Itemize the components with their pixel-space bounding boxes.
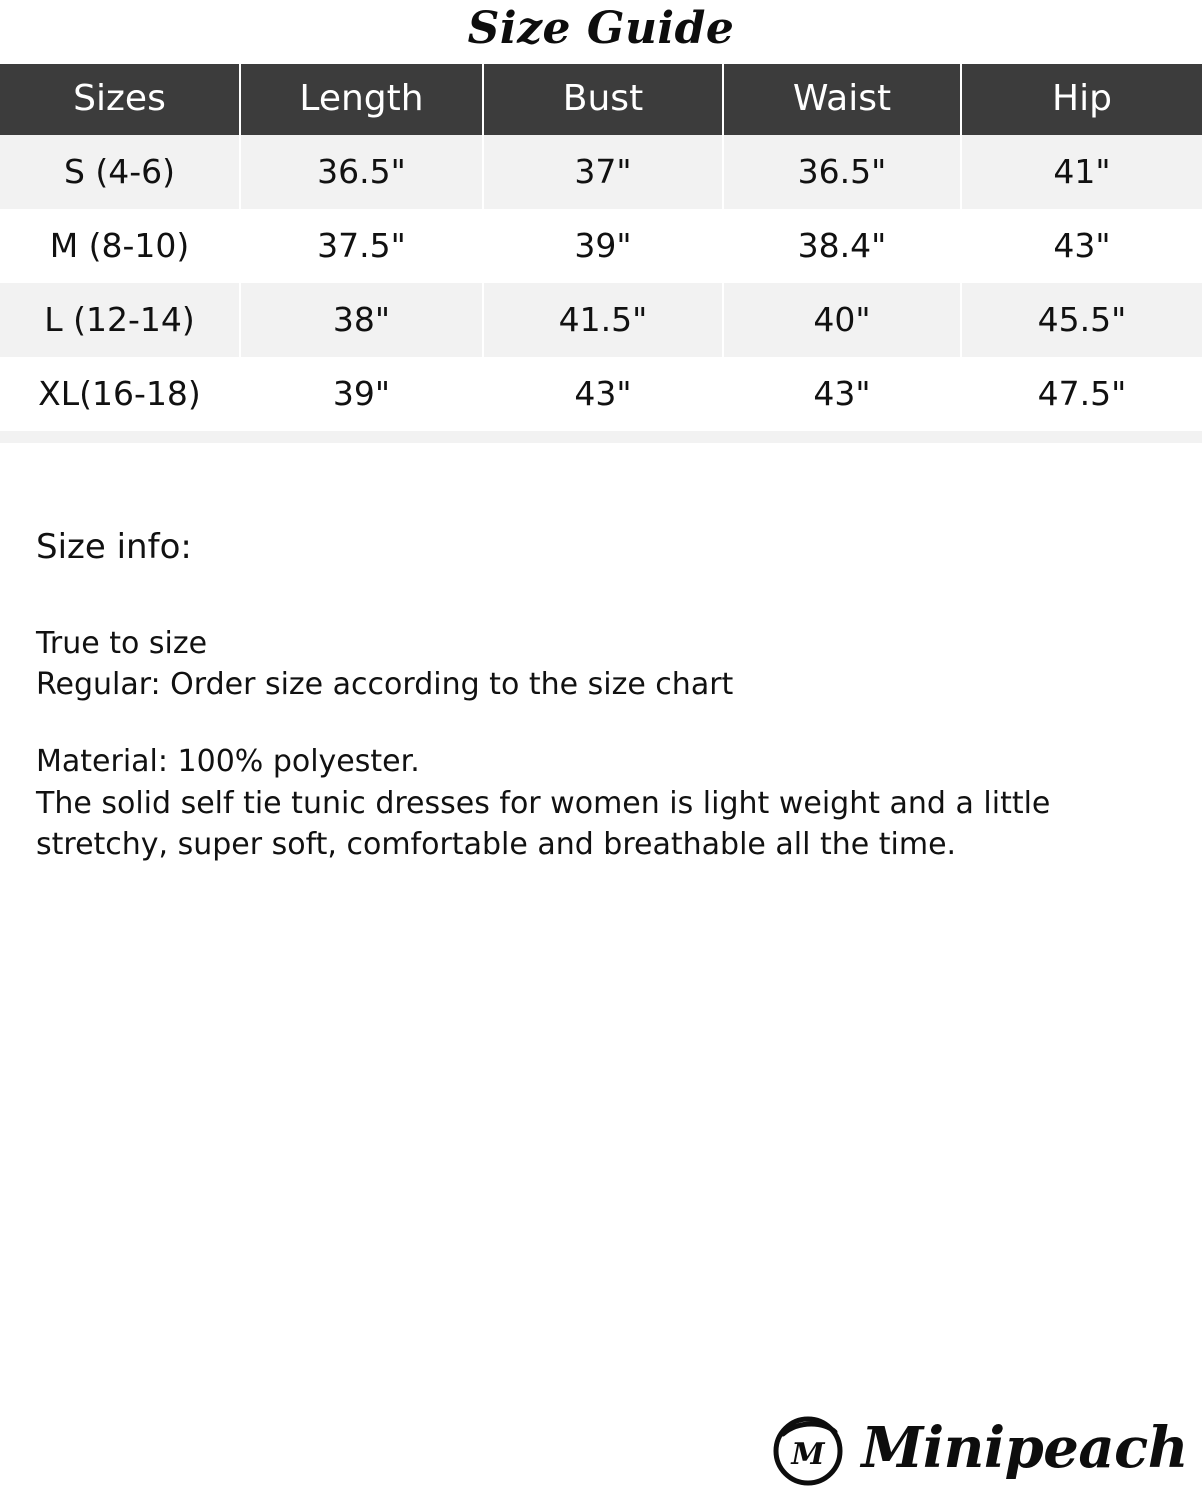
cell-hip: 45.5" — [961, 283, 1202, 357]
cell-length: 36.5" — [240, 135, 483, 209]
size-info-section — [0, 443, 1202, 865]
brand-monogram-icon — [769, 1412, 847, 1490]
material-line-1: Material: 100% polyester. — [36, 744, 420, 780]
table-row — [0, 135, 1202, 209]
cell-waist: 40" — [723, 283, 961, 357]
page-title: Size Guide — [467, 3, 735, 54]
cell-bust: 43" — [483, 357, 723, 431]
material-line-2: The solid self tie tunic dresses for women is light weight and a little — [36, 785, 1051, 821]
table-row — [0, 209, 1202, 283]
cell-hip: 47.5" — [961, 357, 1202, 431]
material-line-3: stretchy, super soft, comfortable and breathable all the time. — [36, 827, 957, 863]
cell-hip: 41" — [961, 135, 1202, 209]
cell-waist: 38.4" — [723, 209, 961, 283]
cell-length: 38" — [240, 283, 483, 357]
column-header-waist: Waist — [723, 64, 961, 135]
column-header-bust: Bust — [483, 64, 723, 135]
table-bottom-strip — [0, 431, 1202, 443]
cell-size: M (8-10) — [0, 209, 240, 283]
svg-text:M: M — [791, 1437, 825, 1472]
cell-size: XL(16-18) — [0, 357, 240, 431]
table-row — [0, 283, 1202, 357]
cell-waist: 36.5" — [723, 135, 961, 209]
cell-waist: 43" — [723, 357, 961, 431]
cell-size: L (12-14) — [0, 283, 240, 357]
cell-bust: 39" — [483, 209, 723, 283]
cell-length: 39" — [240, 357, 483, 431]
fit-line-1: True to size — [36, 625, 208, 661]
table-row — [0, 357, 1202, 431]
table-header-row — [0, 64, 1202, 135]
size-info-heading: Size info: — [36, 527, 192, 568]
cell-hip: 43" — [961, 209, 1202, 283]
brand-logo — [769, 1412, 1188, 1490]
column-header-sizes: Sizes — [0, 64, 240, 135]
cell-bust: 41.5" — [483, 283, 723, 357]
cell-length: 37.5" — [240, 209, 483, 283]
info-spacer — [36, 705, 1166, 741]
size-chart-table — [0, 64, 1202, 431]
column-header-length: Length — [240, 64, 483, 135]
cell-size: S (4-6) — [0, 135, 240, 209]
cell-bust: 37" — [483, 135, 723, 209]
brand-name: Minipeach — [861, 1415, 1188, 1481]
column-header-hip: Hip — [961, 64, 1202, 135]
fit-line-2: Regular: Order size according to the size chart — [36, 666, 734, 702]
